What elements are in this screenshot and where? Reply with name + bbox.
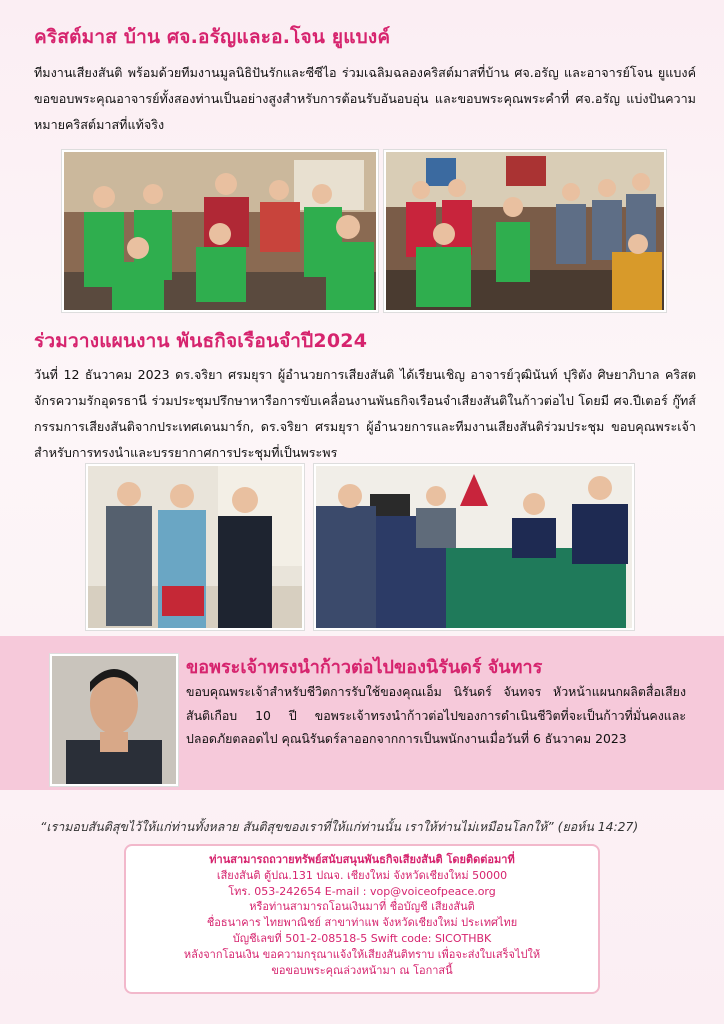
contact-line: หรือท่านสามารถโอนเงินมาที่ ชื่อบัญชี เสียงสันติ: [249, 900, 475, 914]
bible-quote: “เรามอบสันติสุขไว้ให้แก่ท่านทั้งหลาย สันติสุขของเราที่ให้แก่ท่านนั้น เราให้ท่านไม่เหมือนโลกให้” (ยอห์น 14:27): [40, 819, 639, 834]
christmas-photo-1: [62, 150, 378, 312]
contact-line: ขอขอบพระคุณล่วงหน้ามา ณ โอกาสนี้: [271, 963, 453, 977]
meeting-photo-1: [86, 464, 304, 630]
section-body: ขอบคุณพระเจ้าสำหรับชีวิตการรับใช้ของคุณเอ็ม นิรันดร์ จันทจร หัวหน้าแผนกผลิตสื่อเสียงสันติเกือบ 10 ปี ขอพระเจ้าทรงนำก้าวต่อไปของการดำเนินชีวิตที่จะเป็นก้าวที่มั่นคงและปลอดภัยตลอดไป คุณนิรันดร์ลาออกจากการเป็นพนักงานเมื่อวันที่ 6 ธันวาคม 2023: [186, 684, 686, 746]
contact-line: บัญชีเลขที่ 501-2-08518-5 Swift code: SICOTHBK: [232, 931, 492, 945]
section-body: วันที่ 12 ธันวาคม 2023 ดร.จริยา ศรมยุรา ผู้อำนวยการเสียงสันติ ได้เรียนเชิญ อาจารย์วุฒินันท์ ปุริตัง ศิษยาภิบาล คริสตจักรความรักอุดรธานี ร่วมประชุมปรึกษาหารือการขับเคลื่อนงานพันธกิจเรือนจำเสียงสันติในก้าวต่อไป โดยมี ศจ.ปีเตอร์ กู๊ทส์ กรรมการเสียงสันติจากประเทศเดนมาร์ก, ดร.จริยา ศรมยุรา ผู้อำนวยการและทีมงานเสียงสันติร่วมประชุม ขอบคุณพระเจ้าสำหรับการทรงนำและบรรยากาศการประชุมที่เป็นพระพร: [34, 367, 696, 460]
christmas-photo-2: [384, 150, 666, 312]
contact-box: [124, 844, 600, 994]
farewell-band: [0, 636, 724, 790]
section-body: ทีมงานเสียงสันติ พร้อมด้วยทีมงานมูลนิธิปันรักและซีซีไอ ร่วมเฉลิมฉลองคริสต์มาสที่บ้าน ศจ.อรัญ และอาจารย์โจน ยูแบงค์ ขอขอบพระคุณอาจารย์ทั้งสองท่านเป็นอย่างสูงสำหรับการต้อนรับอันอบอุ่น และขอบพระคุณพระคำที่ ศจ.อรัญ แบ่งปันความหมายคริสต์มาสที่แท้จริง: [34, 65, 696, 132]
contact-line: โทร. 053-242654 E-mail : vop@voiceofpeace.org: [228, 884, 496, 898]
section-title: คริสต์มาส บ้าน ศจ.อรัญและอ.โจน ยูแบงค์: [34, 26, 391, 48]
section-christmas: [34, 22, 696, 138]
meeting-photo-2: [314, 464, 634, 630]
portrait-photo: [50, 654, 178, 786]
contact-line: เสียงสันติ ตู้ปณ.131 ปณจ. เชียงใหม่ จังหวัดเชียงใหม่ 50000: [216, 868, 508, 882]
contact-heading: ท่านสามารถถวายทรัพย์สนับสนุนพันธกิจเสียงสันติ โดยติดต่อมาที่: [209, 853, 515, 866]
contact-line: ชื่อธนาคาร ไทยพาณิชย์ สาขาท่าแพ จังหวัดเชียงใหม่ ประเทศไทย: [206, 916, 518, 930]
section-title: ร่วมวางแผนงาน พันธกิจเรือนจำปี2024: [34, 330, 368, 352]
section-title: ขอพระเจ้าทรงนำก้าวต่อไปของนิรันดร์ จันทาร: [186, 657, 543, 678]
contact-line: หลังจากโอนเงิน ขอความกรุณาแจ้งให้เสียงสันติทราบ เพื่อจะส่งใบเสร็จไปให้: [183, 947, 541, 961]
section-prison-ministry: [34, 326, 696, 466]
